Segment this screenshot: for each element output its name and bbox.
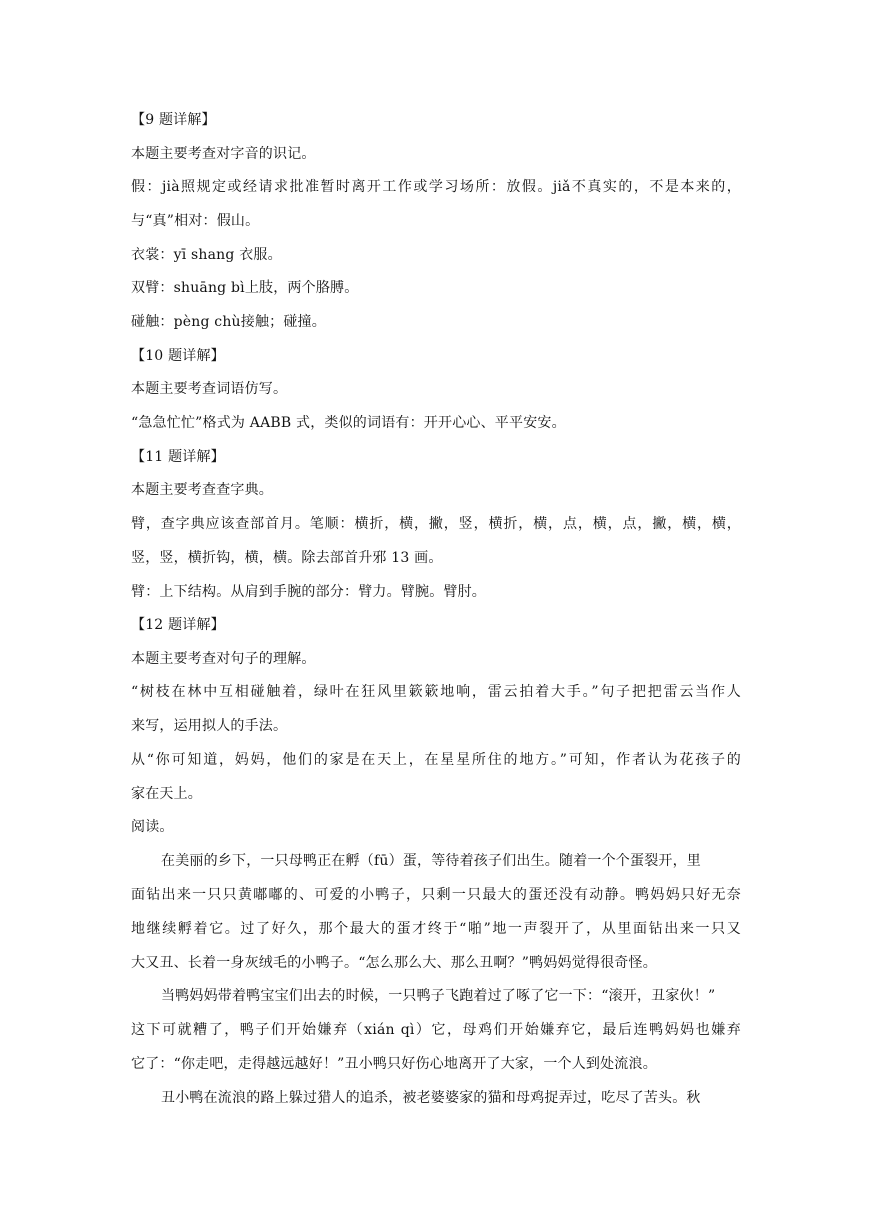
- paragraph-line: 家在天上。: [131, 785, 202, 802]
- paragraph-line: 来写，运用拟人的手法。: [131, 718, 288, 735]
- passage-line: 当鸭妈妈带着鸭宝宝们出去的时候，一只鸭子飞跑着过了啄了它一下：“滚开，丑家伙！”: [161, 988, 716, 1005]
- paragraph-line: 假：jià照规定或经请求批准暂时离开工作或学习场所：放假。jiǎ不真实的，不是本来的，: [131, 179, 741, 195]
- paragraph-line: 双臂：shuāng bì上肢，两个胳膊。: [131, 280, 359, 297]
- paragraph-line: “急急忙忙”格式为 AABB 式，类似的词语有：开开心心、平平安安。: [131, 414, 566, 431]
- paragraph-line: 衣裳：yī shang 衣服。: [131, 246, 282, 263]
- paragraph-line: 本题主要考查词语仿写。: [131, 381, 288, 398]
- passage-line: 这下可就糟了，鸭子们开始嫌弃（xián qì）它，母鸡们开始嫌弃它，最后连鸭妈妈也嫌弃: [131, 1022, 741, 1039]
- heading-q9: 【9 题详解】: [131, 112, 216, 128]
- paragraph-line: 本题主要考查对字音的识记。: [131, 145, 316, 162]
- heading-q12: 【12 题详解】: [131, 617, 225, 634]
- paragraph-line: 与“真”相对：假山。: [131, 212, 260, 229]
- passage-line: 大又丑、长着一身灰绒毛的小鸭子。“怎么那么大、那么丑啊？”鸭妈妈觉得很奇怪。: [131, 954, 657, 971]
- paragraph-line: “树枝在林中互相碰触着，绿叶在狂风里簌簌地响，雷云拍着大手。”句子把把雷云当作人: [131, 684, 741, 701]
- passage-line: 丑小鸭在流浪的路上躲过猎人的追杀，被老婆婆家的猫和母鸡捉弄过，吃尽了苦头。秋: [161, 1089, 701, 1106]
- heading-q10: 【10 题详解】: [131, 347, 225, 364]
- document-page: [131, 110, 741, 1108]
- paragraph-line: 本题主要考查对句子的理解。: [131, 650, 316, 667]
- paragraph-line: 竖，竖，横折钩，横，横。除去部首升邪 13 画。: [131, 549, 443, 566]
- paragraph-line: 从“你可知道，妈妈，他们的家是在天上，在星星所住的地方。”可知，作者认为花孩子的: [131, 751, 741, 768]
- paragraph-line: 臂：上下结构。从肩到手腕的部分：臂力。臂腕。臂肘。: [131, 583, 486, 600]
- heading-q11: 【11 题详解】: [131, 448, 225, 465]
- passage-line: 它了：“你走吧，走得越远越好！”丑小鸭只好伤心地离开了大家，一个人到处流浪。: [131, 1055, 657, 1072]
- passage-line: 地继续孵着它。过了好久，那个最大的蛋才终于“啪”地一声裂开了，从里面钻出来一只又: [131, 920, 741, 937]
- paragraph-line: 碰触：pèng chù接触；碰撞。: [131, 314, 326, 331]
- paragraph-line: 本题主要考查查字典。: [131, 482, 273, 499]
- passage-line: 在美丽的乡下，一只母鸭正在孵（fū）蛋，等待着孩子们出生。随着一个个蛋裂开，里: [161, 853, 701, 870]
- passage-line: 面钻出来一只只黄嘟嘟的、可爱的小鸭子，只剩一只最大的蛋还没有动静。鸭妈妈只好无奈: [131, 886, 741, 903]
- section-title-reading: 阅读。: [131, 819, 174, 836]
- paragraph-line: 臂，查字典应该查部首月。笔顺：横折，横，撇，竖，横折，横，点，横，点，撇，横，横，: [131, 516, 741, 533]
